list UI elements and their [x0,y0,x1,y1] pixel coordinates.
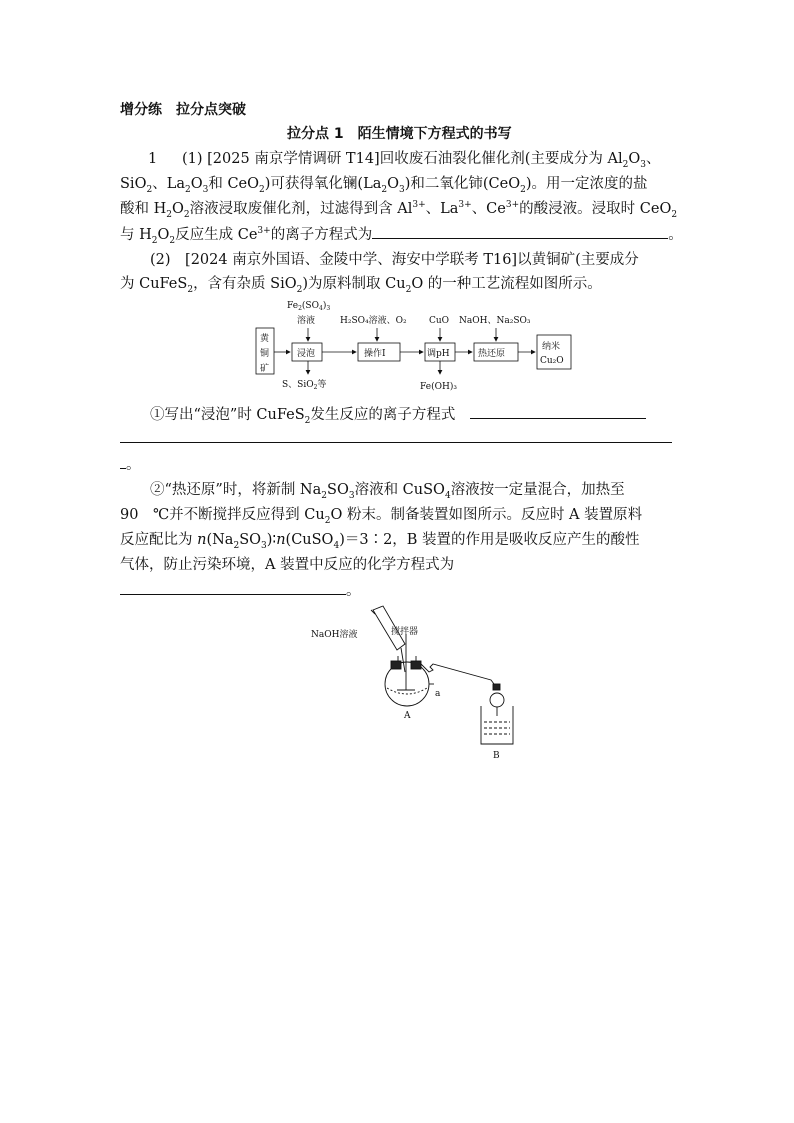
answer-blank-2b[interactable] [120,426,672,443]
flow-reagent-1: $Fe_2(SO_4)_3$ [287,301,331,312]
label-A: A [404,711,411,721]
flow-product-1: 纳米 [542,342,561,352]
label-a: a [435,689,441,699]
flow-box-soak: 浸泡 [297,349,316,359]
label-naoh: NaOH溶液 [311,630,358,640]
label-stirrer: 搅拌器 [391,627,419,637]
flow-start-2: 铜 [260,349,270,359]
q2-line-1: (2) [2024 南京外国语、金陵中学、海安中学联考 T16]以黄铜矿(主要成分 [150,252,639,268]
flow-product-2: Cu₂O [540,356,564,366]
q1-line-4: 与 $H_2O_2$反应生成 $Ce^{3+}$的离子方程式为 。 [120,222,680,247]
flow-start-1: 黄 [260,334,270,344]
question-number: 1 [148,151,158,167]
process-flowchart [250,298,580,398]
flow-start-3: 矿 [260,364,270,374]
flow-reagent-2: H₂SO₄溶液、O₂ [340,316,407,326]
flow-reagent-1-solution: 溶液 [297,316,316,326]
sub-q2-line-1: ②“热还原”时，将新制 $Na_2SO_3$溶液和 CuSO$_4$溶液按一定量混合，加热至 [150,482,625,501]
label-B: B [493,751,500,761]
sub-q2-line-4: 气体，防止污染环境，A 装置中反应的化学方程式为 [120,557,455,573]
answer-blank-3[interactable] [120,578,346,595]
apparatus-diagram [305,604,535,764]
subtitle: 拉分点 1 陌生情境下方程式的书写 [287,126,512,142]
sub-q1-line-1: ①写出“浸泡”时 CuFeS$_2$发生反应的离子方程式 [120,402,680,427]
answer-blank-2a[interactable] [470,402,646,419]
sub-q1-line-2 [120,426,680,451]
flow-byproduct-1: S、SiO$_2$等 [282,380,327,391]
section-title: 增分练 拉分点突破 [120,102,246,118]
sub-q1-line-3: 。 [120,452,680,477]
q1-line-2: SiO$_2$、$La_2O_3$和 CeO$_2$)可获得氧化镧$(La_2O_3)$和二氧化铈(CeO$_2$)。用一定浓度的盐 [120,176,648,195]
q2-line-2: 为 CuFeS$_2$，含有杂质 SiO$_2$)为原料制取 $Cu_2O$ 的一种工艺流程如图所示。 [120,276,602,295]
sub-q2-line-2: 90 ℃并不断搅拌反应得到 $Cu_2O$ 粉末。制备装置如图所示。反应时 A 装置原料 [120,507,643,526]
flow-reagent-4: NaOH、Na₂SO₃ [459,316,531,326]
sub-q2-line-3: 反应配比为 $n(Na_2SO_3)∶n(CuSO_4)=3∶2$，B 装置的作用是吸收反应产生的酸性 [120,532,640,551]
flow-box-reduction: 热还原 [478,349,506,359]
flow-box-ph: 调pH [427,349,450,359]
flow-box-operation: 操作Ⅰ [364,349,386,359]
q1-line-3: 酸和 $H_2O_2$溶液浸取废催化剂，过滤得到含 $Al^{3+}$、$La^{3+}$、$Ce^{3+}$的酸浸液。浸取时 CeO$_2$ [120,200,678,220]
q1-line-1: 1 (1) [2025 南京学情调研 T14]回收废石油裂化催化剂(主要成分为 $Al_2O_3$、 [120,147,680,171]
flow-reagent-3: CuO [429,316,450,326]
answer-blank-1[interactable] [372,222,668,239]
sub-q2-line-5: 。 [120,578,680,603]
flow-byproduct-2: Fe(OH)₃ [420,382,457,392]
